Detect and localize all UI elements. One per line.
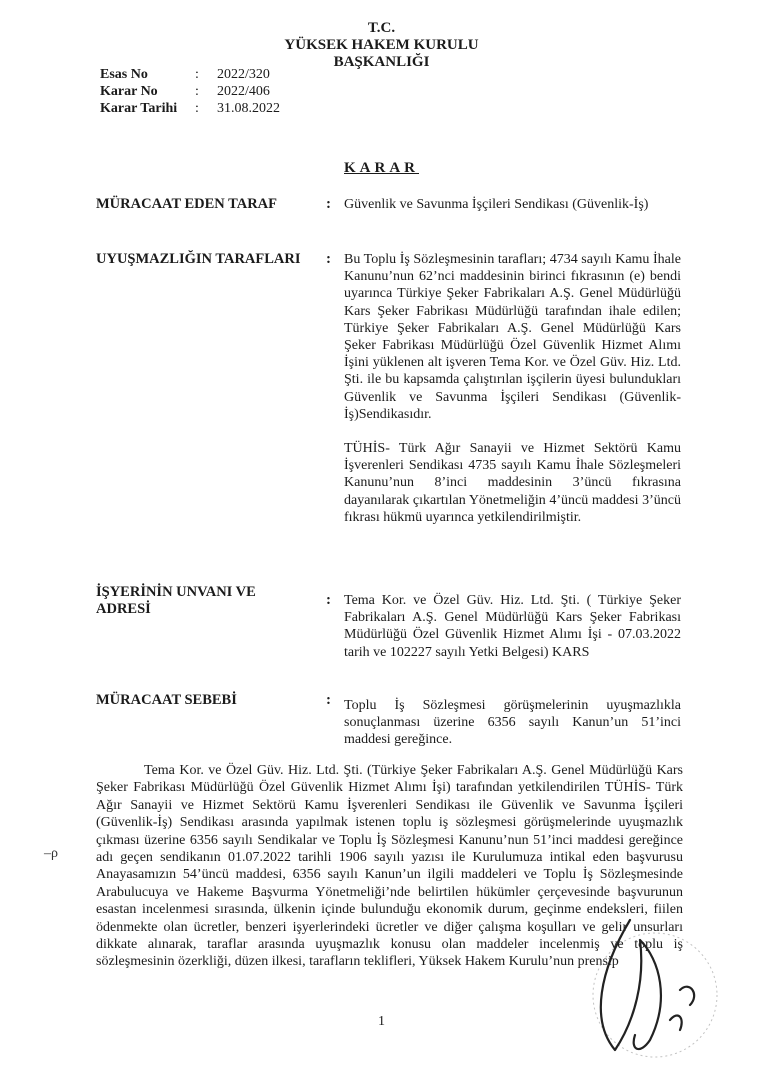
meta-colon: : — [195, 84, 199, 99]
page-number: 1 — [378, 1014, 385, 1029]
header-institution: YÜKSEK HAKEM KURULU — [284, 37, 479, 53]
label-workplace: İŞYERİNİN UNVANI VE ADRESİ — [96, 584, 256, 617]
case-meta — [100, 66, 280, 117]
meta-key: Karar Tarihi — [100, 101, 178, 116]
meta-row-esas — [100, 66, 280, 83]
meta-colon: : — [195, 101, 199, 116]
colon: : — [326, 196, 331, 212]
label-parties: UYUŞMAZLIĞIN TARAFLARI — [96, 251, 301, 267]
parties-paragraph-2: TÜHİS- Türk Ağır Sanayii ve Hizmet Sektörü Kamu İşverenleri Sendikası 4735 sayılı Kamu İhale Sözleşmeleri Kanunu’nun 8’inci maddesinin 3’üncü fıkrasına dayanılarak çıkartılan Yönetmeliğin 4’üncü maddesi 3’üncü fıkrası hükmü uyarınca yetkilendirilmiştir. — [344, 441, 681, 525]
signature-stamp-icon — [560, 900, 730, 1070]
parties-paragraph-1: Bu Toplu İş Sözleşmesinin tarafları; 4734 sayılı Kamu İhale Kanunu’nun 62’nci maddesinin birinci fıkrasının (e) bendi uyarınca Türkiye Şeker Fabrikaları A.Ş. Genel Müdürlüğü Kars Şeker Fabrikası Müdürlüğü tarafından ihale edilen; Türkiye Şeker Fabrikaları A.Ş. Genel Müdürlüğü Kars Şeker Fabrikası Müdürlüğü Özel Güvenlik Hizmet Alımı İşini yüklenen alt işveren Tema Kor. ve Özel Güv. Hiz. Ltd. Şti. ile bu kapsamda çalıştırılan işçilerin üyesi bulundukları Güvenlik ve Savunma İşçileri Sendikası (Güvenlik-İş)Sendikasıdır. — [344, 252, 681, 422]
colon: : — [326, 251, 331, 267]
label-reason: MÜRACAAT SEBEBİ — [96, 692, 237, 708]
meta-row-tarih — [100, 100, 280, 117]
value-parties — [344, 251, 681, 526]
meta-value: 2022/406 — [217, 84, 270, 99]
meta-key: Esas No — [100, 67, 148, 82]
header-tc: T.C. — [367, 20, 396, 36]
margin-annotation: –ρ — [44, 846, 58, 861]
body-paragraph: Tema Kor. ve Özel Güv. Hiz. Ltd. Şti. (Türkiye Şeker Fabrikaları A.Ş. Genel Müdürlüğü Kars Şeker Fabrikası Müdürlüğü Özel Güvenlik Hizmet Alımı İşi) tarafından yetkilendirilen TÜHİS- Türk Ağır Sanayii ve Hizmet Sektörü Kamu İşverenleri Sendikası ile Güvenlik ve Savunma İşçileri (Güvenlik-İş) Sendikası arasında yapılmak istenen toplu iş sözleşmesi görüşmelerinde uyuşmazlık çıkması üzerine 6356 sayılı Sendikalar ve Toplu İş Sözleşmesi Kanunu’nun 51’inci maddesi gereğince adı geçen sendikanın 01.07.2022 tarihli 1906 sayılı yazısı ile Kurulumuza intikal eden başvurusu Anayasamızın 54’üncü maddesi, 6356 sayılı Kanun’un ilgili maddeleri ve Toplu İş Sözleşmesinde Arabulucuya ve Hakeme Başvurma Yönetmeliği’nde belirtilen hükümler çerçevesinde başvurunun esastan incelenmesi sırasında, ülkenin içinde bulunduğu ekonomik durum, geçinme endeksleri, fiilen ödenmekte olan ücretler, benzeri işyerlerindeki ücretler ve diğer çalışma koşulları ve gelir unsurları dikkate alınarak, taraflar arasında uyuşmazlık konusu olan maddeler incelenmiş ve toplu iş sözleşmesinin özerkliği, düzen ilkesi, tarafların teklifleri, Yüksek Hakem Kurulu’nun prensip — [96, 763, 683, 970]
header-department: BAŞKANLIĞI — [333, 54, 430, 70]
colon: : — [326, 692, 331, 708]
meta-row-karar — [100, 83, 280, 100]
meta-key: Karar No — [100, 84, 158, 99]
meta-value: 2022/320 — [217, 67, 270, 82]
meta-colon: : — [195, 67, 199, 82]
value-reason: Toplu İş Sözleşmesi görüşmelerinin uyuşmazlıkla sonuçlanması üzerine 6356 sayılı Kanun’un 51’inci maddesi gereğince. — [344, 698, 681, 748]
value-workplace: Tema Kor. ve Özel Güv. Hiz. Ltd. Şti. ( Türkiye Şeker Fabrikaları A.Ş. Genel Müdürlüğü Kars Şeker Fabrikası Müdürlüğü Özel Güvenlik Hizmet Alımı İşi - 07.03.2022 tarih ve 102227 sayılı Yetki Belgesi) KARS — [344, 593, 681, 660]
meta-value: 31.08.2022 — [217, 101, 280, 116]
label-applicant: MÜRACAAT EDEN TARAF — [96, 196, 277, 212]
colon: : — [326, 592, 331, 608]
document-title: KARAR — [344, 160, 419, 176]
value-applicant: Güvenlik ve Savunma İşçileri Sendikası (Güvenlik-İş) — [344, 197, 649, 212]
